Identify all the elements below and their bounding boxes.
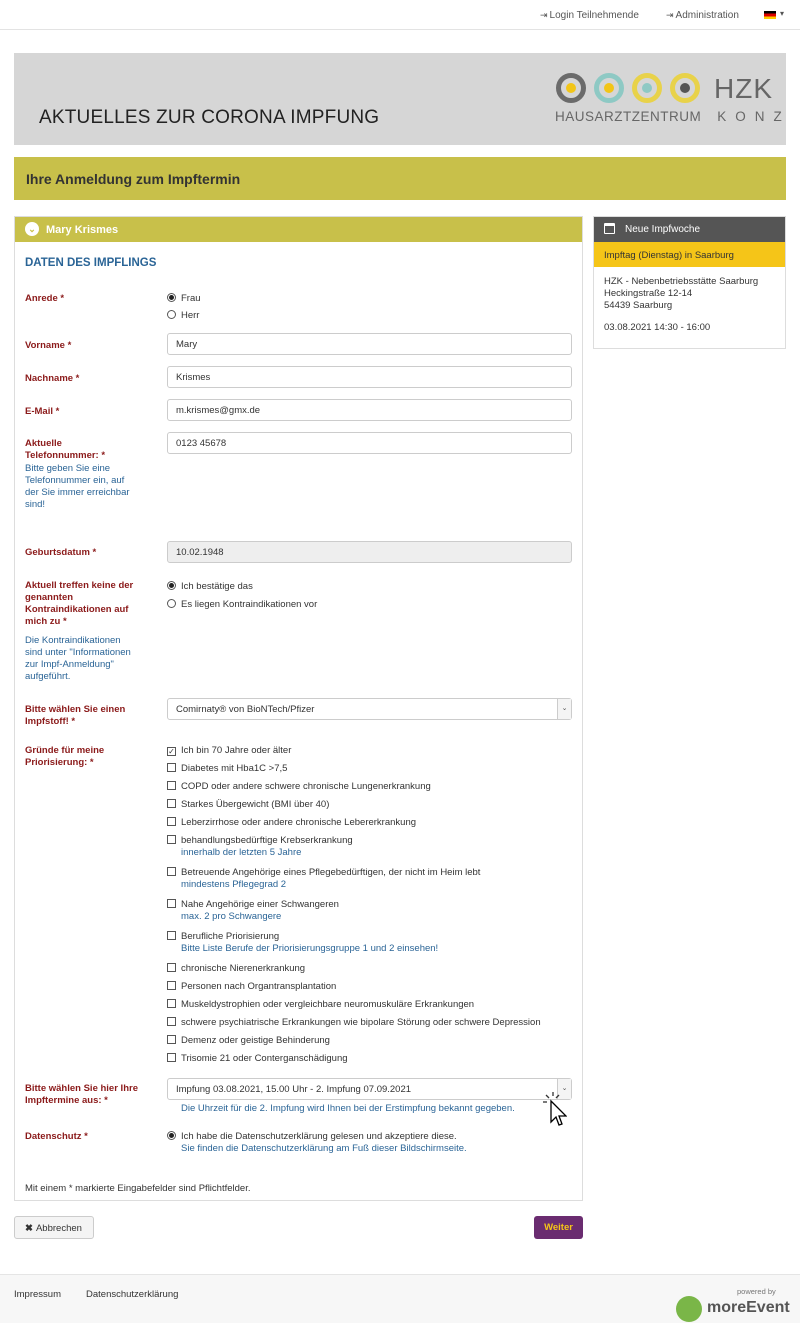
- checkbox-checked-icon: ✓: [168, 747, 175, 756]
- checkbox-label: COPD oder andere schwere chronische Lungenerkrankung: [181, 781, 431, 792]
- logo-mark: HZK: [714, 73, 773, 104]
- caret-down-icon[interactable]: ▾: [780, 9, 785, 18]
- checkbox-label: behandlungsbedürftige Krebserkrankung: [181, 835, 353, 846]
- checkbox-label: Demenz oder geistige Behinderung: [181, 1035, 330, 1046]
- next-button[interactable]: Weiter: [534, 1216, 583, 1239]
- telefon-input[interactable]: 0123 45678: [167, 432, 572, 454]
- checkbox-icon: [167, 1035, 176, 1044]
- checkbox-label: chronische Nierenerkrankung: [181, 963, 306, 974]
- radio-checked-icon: [167, 1131, 176, 1140]
- page-title: AKTUELLES ZUR CORONA IMPFUNG: [39, 107, 380, 128]
- datenschutz-link[interactable]: Datenschutzerklärung: [86, 1289, 179, 1300]
- checkbox-icon: [167, 981, 176, 990]
- checkbox-icon: [167, 1053, 176, 1062]
- checkbox-label: Muskeldystrophien oder vergleichbare neuromuskuläre Erkrankungen: [181, 999, 475, 1010]
- datenschutz-label: Datenschutz *: [25, 1131, 88, 1142]
- checkbox-label: schwere psychiatrische Erkrankungen wie bipolare Störung oder schwere Depression: [181, 1017, 541, 1028]
- close-icon: ✖: [25, 1223, 33, 1234]
- checkbox-hint: innerhalb der letzten 5 Jahre: [181, 847, 302, 858]
- login-link[interactable]: ⇥ Login Teilnehmende: [540, 10, 639, 21]
- logo-circle-icon: [594, 73, 624, 103]
- checkbox-label: Personen nach Organtransplantation: [181, 981, 337, 992]
- event-time: 03.08.2021 14:30 - 16:00: [604, 322, 711, 333]
- priorisierung-checkbox[interactable]: [167, 745, 291, 757]
- kontra-help: Die Kontraindikationen sind unter "Informationen zur Impf-Anmeldung" aufgeführt.: [25, 635, 131, 682]
- priorisierung-checkbox[interactable]: [167, 799, 329, 811]
- moreevent-logo-icon: [676, 1296, 702, 1322]
- checkbox-icon: [167, 817, 176, 826]
- email-label: E-Mail *: [25, 406, 60, 417]
- geburtsdatum-input: 10.02.1948: [167, 541, 572, 563]
- telefon-help: Bitte geben Sie eine Telefonnummer ein, auf der Sie immer erreichbar sind!: [25, 463, 130, 510]
- radio-frau[interactable]: Frau: [167, 293, 201, 305]
- event-sidebar: [593, 216, 786, 349]
- vorname-input[interactable]: Mary: [167, 333, 572, 355]
- vorname-label: Vorname *: [25, 340, 72, 351]
- checkbox-label: Starkes Übergewicht (BMI über 40): [181, 799, 330, 810]
- radio-icon: [167, 310, 176, 319]
- impressum-link[interactable]: Impressum: [14, 1289, 61, 1300]
- powered-by-text: powered by: [737, 1287, 776, 1296]
- chevron-down-icon: ⌄: [25, 222, 39, 236]
- section-title: DATEN DES IMPFLINGS: [25, 257, 157, 269]
- radio-kontra-confirm[interactable]: Ich bestätige das: [167, 581, 253, 593]
- logo-subtitle: HAUSARZTZENTRUM KONZ: [555, 109, 791, 124]
- priorisierung-checkbox[interactable]: [167, 1017, 541, 1029]
- radio-checked-icon: [167, 581, 176, 590]
- logo-circle-icon: [632, 73, 662, 103]
- checkbox-hint: mindestens Pflegegrad 2: [181, 879, 287, 890]
- kontra-label: Aktuell treffen keine der genannten Kontraindikationen auf mich zu *: [25, 580, 134, 627]
- radio-icon: [167, 599, 176, 608]
- nachname-label: Nachname *: [25, 373, 80, 384]
- checkbox-icon: [167, 963, 176, 972]
- registration-form: [14, 216, 583, 1201]
- nachname-input[interactable]: Krismes: [167, 366, 572, 388]
- checkbox-icon: [167, 1017, 176, 1026]
- radio-herr[interactable]: Herr: [167, 310, 199, 322]
- checkbox-icon: [167, 763, 176, 772]
- anrede-label: Anrede *: [25, 293, 65, 304]
- checkbox-label: Ich bin 70 Jahre oder älter: [181, 745, 292, 756]
- priorisierung-checkbox[interactable]: [167, 999, 474, 1011]
- checkbox-label: Trisomie 21 oder Conterganschädigung: [181, 1053, 348, 1064]
- sign-in-icon: ⇥: [540, 10, 548, 20]
- checkbox-icon: [167, 867, 176, 876]
- footer: Impressum Datenschutzerklärung powered by moreEvent: [0, 1274, 800, 1323]
- priorisierung-checkbox[interactable]: [167, 963, 305, 975]
- sidebar-header: Neue Impfwoche: [594, 217, 785, 242]
- checkbox-icon: [167, 799, 176, 808]
- datenschutz-help: Sie finden die Datenschutzerklärung am Fuß dieser Bildschirmseite.: [181, 1143, 467, 1154]
- termine-label: Bitte wählen Sie hier Ihre Impftermine aus: *: [25, 1083, 138, 1106]
- checkbox-icon: [167, 835, 176, 844]
- calendar-icon: [604, 223, 615, 234]
- checkbox-label: Leberzirrhose oder andere chronische Lebererkrankung: [181, 817, 417, 828]
- priorisierung-checkbox[interactable]: [167, 817, 416, 829]
- priorisierung-checkbox[interactable]: [167, 981, 336, 993]
- radio-datenschutz[interactable]: Ich habe die Datenschutzerklärung gelesen und akzeptiere diese. Sie finden die Datenschutzerklärung am Fuß dieser Bildschirmseite.: [167, 1131, 467, 1155]
- required-note: Mit einem * markierte Eingabefelder sind Pflichtfelder.: [25, 1183, 251, 1194]
- admin-link[interactable]: ⇥ Administration: [666, 10, 739, 21]
- select-arrow-icon: ⌄: [557, 699, 571, 719]
- termine-select[interactable]: Impfung 03.08.2021, 15.00 Uhr - 2. Impfung 07.09.2021 ⌄: [167, 1078, 572, 1100]
- priorisierung-checkbox[interactable]: [167, 1035, 330, 1047]
- mouse-pointer-icon: [543, 1092, 567, 1126]
- geburtsdatum-label: Geburtsdatum *: [25, 547, 97, 558]
- priorisierung-checkbox[interactable]: [167, 1053, 348, 1065]
- checkbox-label: Berufliche Priorisierung: [181, 931, 280, 942]
- logo-circle-icon: [670, 73, 700, 103]
- checkbox-icon: [167, 899, 176, 908]
- radio-kontra-present[interactable]: Es liegen Kontraindikationen vor: [167, 599, 317, 611]
- top-navigation: [0, 0, 800, 30]
- checkbox-label: Diabetes mit Hba1C >7,5: [181, 763, 288, 774]
- gruende-label: Gründe für meine Priorisierung: *: [25, 745, 105, 768]
- priorisierung-checkbox[interactable]: [167, 867, 480, 891]
- event-address: HZK - Nebenbetriebsstätte Saarburg Heckingstraße 12-14 54439 Saarburg: [604, 276, 759, 311]
- email-input[interactable]: m.krismes@gmx.de: [167, 399, 572, 421]
- checkbox-hint: Bitte Liste Berufe der Priorisierungsgruppe 1 und 2 einsehen!: [181, 943, 439, 954]
- impfstoff-label: Bitte wählen Sie einen Impfstoff! *: [25, 704, 126, 727]
- checkbox-icon: [167, 781, 176, 790]
- priorisierung-checkbox[interactable]: [167, 763, 287, 775]
- sign-in-icon: ⇥: [666, 10, 674, 20]
- termine-help: Die Uhrzeit für die 2. Impfung wird Ihnen bei der Erstimpfung bekannt gegeben.: [181, 1103, 515, 1114]
- checkbox-icon: [167, 931, 176, 940]
- select-arrow-icon: ⌄: [557, 1079, 571, 1099]
- checkbox-label: Betreuende Angehörige eines Pflegebedürftigen, der nicht im Heim lebt: [181, 867, 481, 878]
- header-banner: [14, 53, 791, 145]
- event-title[interactable]: Impftag (Dienstag) in Saarburg: [594, 242, 785, 267]
- priorisierung-checkbox[interactable]: [167, 931, 438, 955]
- checkbox-icon: [167, 999, 176, 1008]
- checkbox-label: Nahe Angehörige einer Schwangeren: [181, 899, 339, 910]
- impfstoff-select[interactable]: Comirnaty® von BioNTech/Pfizer ⌄: [167, 698, 572, 720]
- language-flag-icon[interactable]: [764, 11, 776, 19]
- registration-heading: Ihre Anmeldung zum Impftermin: [14, 157, 786, 200]
- radio-checked-icon: [167, 293, 176, 302]
- checkbox-hint: max. 2 pro Schwangere: [181, 911, 282, 922]
- panel-header[interactable]: ⌄ Mary Krismes: [15, 217, 582, 242]
- cancel-button[interactable]: ✖ Abbrechen: [14, 1216, 94, 1239]
- telefon-label: Aktuelle Telefonnummer: *: [25, 438, 106, 461]
- priorisierung-checkbox[interactable]: [167, 781, 431, 793]
- logo-circle-icon: [556, 73, 586, 103]
- priorisierung-checkbox[interactable]: [167, 835, 353, 859]
- priorisierung-checkbox[interactable]: [167, 899, 339, 923]
